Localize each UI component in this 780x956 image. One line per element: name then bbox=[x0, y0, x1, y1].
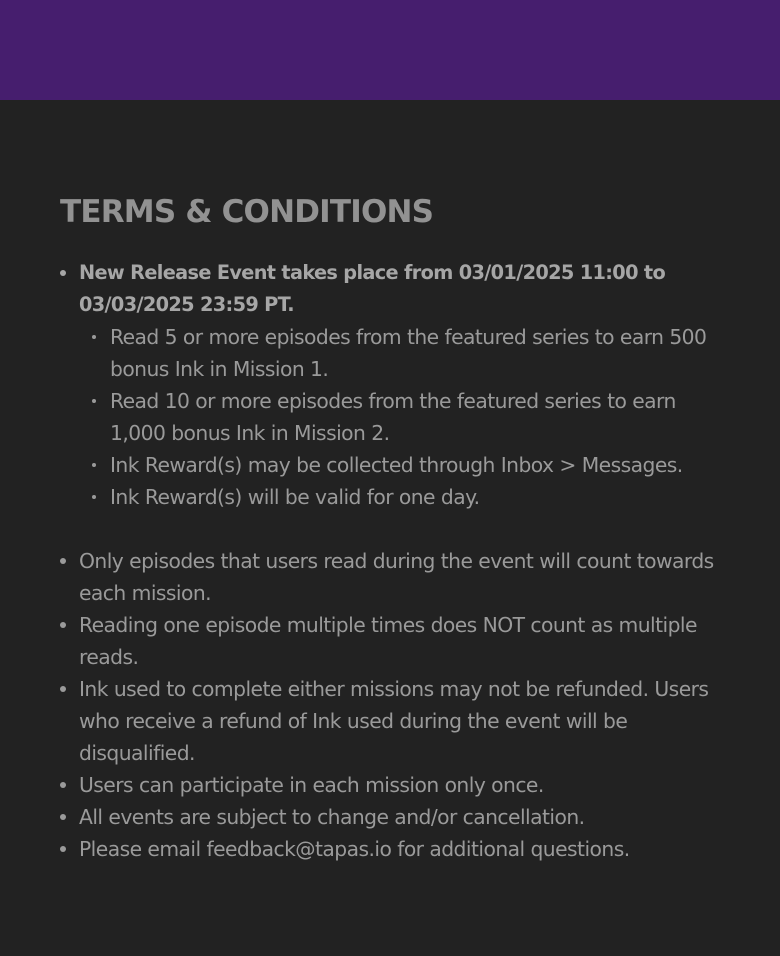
page-title: TERMS & CONDITIONS bbox=[60, 194, 434, 230]
mission-details-list bbox=[79, 321, 720, 513]
list-item: Only episodes that users read during the event will count towards each mission. bbox=[60, 545, 720, 609]
list-item: Ink Reward(s) will be valid for one day. bbox=[79, 481, 720, 513]
list-item: Please email feedback@tapas.io for additional questions. bbox=[60, 833, 720, 865]
list-item: Read 10 or more episodes from the featured series to earn 1,000 bonus Ink in Mission 2. bbox=[79, 385, 720, 449]
list-item: Reading one episode multiple times does NOT count as multiple reads. bbox=[60, 609, 720, 673]
list-item: Ink used to complete either missions may not be refunded. Users who receive a refund of Ink used during the event will be disqualified. bbox=[60, 673, 720, 769]
event-period-item bbox=[60, 257, 720, 545]
list-item: Ink Reward(s) may be collected through Inbox > Messages. bbox=[79, 449, 720, 481]
event-headline: New Release Event takes place from 03/01/2025 11:00 to 03/03/2025 23:59 PT. bbox=[79, 261, 666, 316]
terms-list bbox=[60, 257, 720, 865]
list-item: All events are subject to change and/or cancellation. bbox=[60, 801, 720, 833]
list-spacer bbox=[79, 513, 720, 545]
list-item: Users can participate in each mission only once. bbox=[60, 769, 720, 801]
list-item: Read 5 or more episodes from the featured series to earn 500 bonus Ink in Mission 1. bbox=[79, 321, 720, 385]
top-banner bbox=[0, 0, 780, 100]
